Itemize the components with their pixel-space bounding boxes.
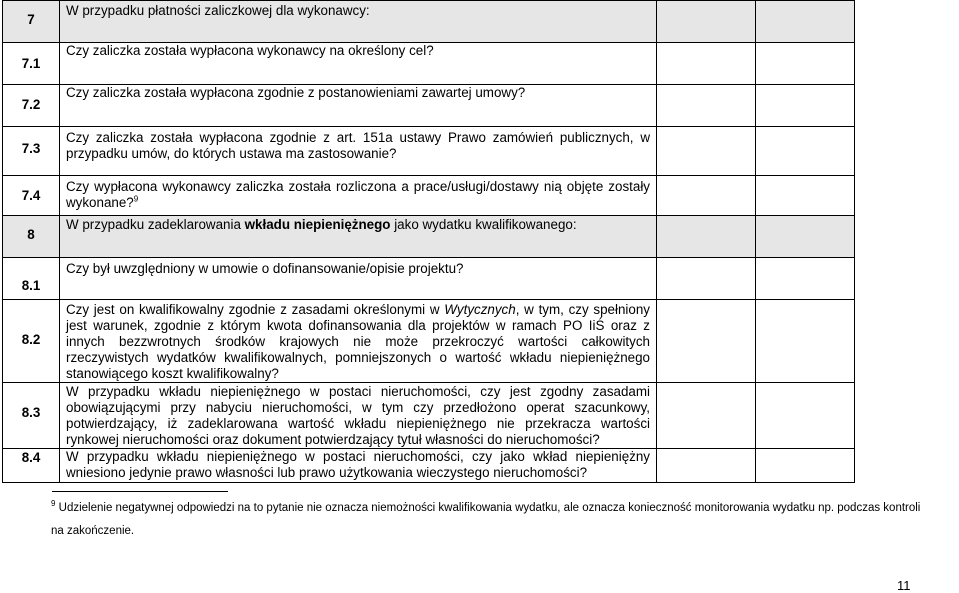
table-row (3, 1, 855, 43)
row-number: 7.1 (3, 43, 60, 85)
answer-cell[interactable] (657, 176, 756, 216)
row-question: W przypadku wkładu niepieniężnego w postaci nieruchomości, czy jako wkład niepieniężny wniesiono jedynie prawo własności lub prawo użytkowania wieczystego nieruchomości? (60, 449, 657, 483)
footnote-reference: 9 (133, 194, 139, 204)
answer-cell[interactable] (657, 258, 756, 300)
comment-cell[interactable] (756, 85, 855, 127)
footnote (51, 497, 931, 543)
row-question: Czy jest on kwalifikowalny zgodnie z zasadami określonymi w Wytycznych, w tym, czy spełniony jest warunek, zgodnie z którym kwota dofinansowania dla projektów w ramach PO IiŚ oraz z innych bezzwrotnych środków krajowych nie może przekroczyć wartości całkowitych rzeczywistych wydatków kwalifikowalnych, pomniejszonych o wartość wkładu niepieniężnego stanowiącego koszt kwalifikowalny? (60, 300, 657, 383)
row-number: 8.3 (3, 383, 60, 449)
answer-cell[interactable] (657, 43, 756, 85)
row-number: 7 (3, 1, 60, 43)
row-question: W przypadku wkładu niepieniężnego w postaci nieruchomości, czy jest zgodny zasadami obowiązującymi przy nabyciu nieruchomości, w tym czy przedłożono operat szacunkowy, potwierdzający, iż zadeklarowana wartość wkładu niepieniężnego nie przekracza wartości rynkowej nieruchomości oraz dokument potwierdzający tytuł własności do nieruchomości? (60, 383, 657, 449)
footnote-separator (52, 491, 228, 492)
row-number: 8.4 (3, 449, 60, 483)
table-row (3, 258, 855, 300)
comment-cell[interactable] (756, 127, 855, 176)
answer-cell[interactable] (657, 127, 756, 176)
row-number: 7.3 (3, 127, 60, 176)
answer-cell[interactable] (657, 383, 756, 449)
row-question: W przypadku zadeklarowania wkładu niepieniężnego jako wydatku kwalifikowanego: (60, 216, 657, 258)
table-row (3, 127, 855, 176)
comment-cell[interactable] (756, 449, 855, 483)
footnote-text: Udzielenie negatywnej odpowiedzi na to pytanie nie oznacza niemożności kwalifikowania wydatku, ale oznacza konieczność monitorowania wydatku np. podczas kontroli na zakończenie. (51, 502, 921, 537)
row-number: 7.4 (3, 176, 60, 216)
table-row (3, 383, 855, 449)
row-question: W przypadku płatności zaliczkowej dla wykonawcy: (60, 1, 657, 43)
comment-cell[interactable] (756, 300, 855, 383)
table-row (3, 216, 855, 258)
table-row (3, 300, 855, 383)
table-row (3, 176, 855, 216)
answer-cell[interactable] (657, 449, 756, 483)
table-row (3, 43, 855, 85)
page-number: 11 (897, 578, 911, 593)
row-question: Czy był uwzględniony w umowie o dofinansowanie/opisie projektu? (60, 258, 657, 300)
footnote-number: 9 (51, 499, 56, 509)
row-number: 8 (3, 216, 60, 258)
row-number: 8.2 (3, 300, 60, 383)
answer-cell[interactable] (657, 85, 756, 127)
row-question: Czy zaliczka została wypłacona zgodnie z art. 151a ustawy Prawo zamówień publicznych, w przypadku umów, do których ustawa ma zastosowanie? (60, 127, 657, 176)
table-row (3, 449, 855, 483)
comment-cell[interactable] (756, 176, 855, 216)
row-question: Czy zaliczka została wypłacona zgodnie z postanowieniami zawartej umowy? (60, 85, 657, 127)
row-number: 8.1 (3, 258, 60, 300)
answer-cell[interactable] (657, 1, 756, 43)
row-question: Czy wypłacona wykonawcy zaliczka została rozliczona a prace/usługi/dostawy nią objęte zostały wykonane?$^9$ (60, 176, 657, 216)
comment-cell[interactable] (756, 43, 855, 85)
checklist-table (2, 0, 855, 483)
comment-cell[interactable] (756, 258, 855, 300)
comment-cell[interactable] (756, 1, 855, 43)
row-question: Czy zaliczka została wypłacona wykonawcy na określony cel? (60, 43, 657, 85)
comment-cell[interactable] (756, 216, 855, 258)
row-number: 7.2 (3, 85, 60, 127)
table-row (3, 85, 855, 127)
answer-cell[interactable] (657, 300, 756, 383)
comment-cell[interactable] (756, 383, 855, 449)
answer-cell[interactable] (657, 216, 756, 258)
